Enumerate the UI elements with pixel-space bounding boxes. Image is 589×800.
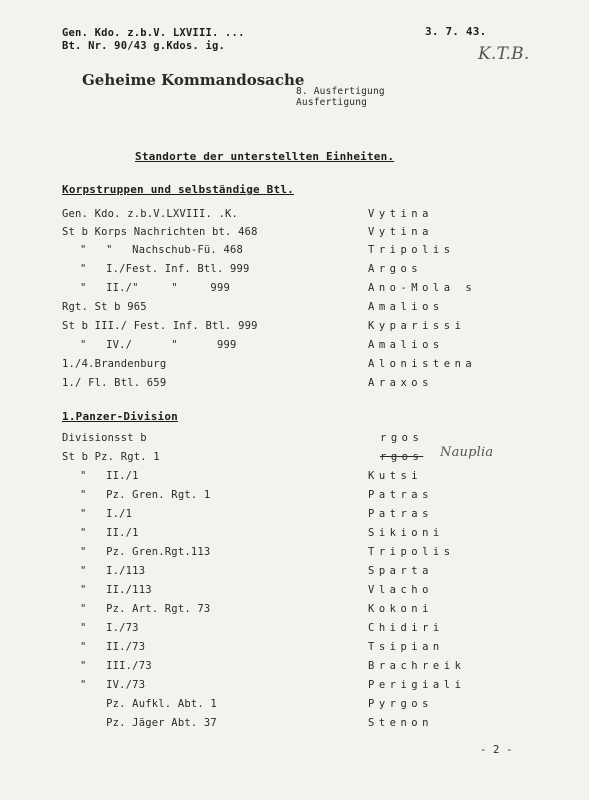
location-label: Vytina	[368, 208, 433, 220]
unit-label: Rgt. St b 965	[62, 301, 147, 313]
unit-label: " I./113	[80, 565, 146, 577]
location-label: Chidiri	[368, 622, 444, 634]
classification-stamp: Geheime Kommandosache	[82, 71, 305, 89]
location-label: rgos	[380, 432, 424, 444]
section-heading-korpstruppen: Korpstruppen und selbständige Btl.	[62, 183, 294, 196]
unit-label: Divisionsst b	[62, 432, 147, 444]
unit-label: St b III./ Fest. Inf. Btl. 999	[62, 320, 258, 332]
unit-label: Gen. Kdo. z.b.V.LXVIII. .K.	[62, 208, 239, 220]
location-label: Tripolis	[368, 244, 455, 256]
location-label: Patras	[368, 508, 433, 520]
page-number: - 2 -	[480, 744, 513, 756]
document-title: Standorte der unterstellten Einheiten.	[135, 150, 395, 163]
unit-label: Pz. Aufkl. Abt. 1	[80, 698, 217, 710]
header-line-2: Bt. Nr. 90/43 g.Kdos. ig.	[62, 40, 226, 52]
copy-note-1: 8. Ausfertigung	[296, 86, 385, 97]
location-label: Kyparissi	[368, 320, 466, 332]
location-label: Araxos	[368, 377, 433, 389]
unit-label: St b Pz. Rgt. 1	[62, 451, 160, 463]
location-label: Pyrgos	[368, 698, 433, 710]
unit-label: " IV./ " 999	[80, 339, 237, 351]
header-line-1: Gen. Kdo. z.b.V. LXVIII. ...	[62, 27, 245, 39]
unit-label: " II./1	[80, 527, 139, 539]
location-label: rgos	[380, 451, 424, 463]
unit-label: " I./Fest. Inf. Btl. 999	[80, 263, 250, 275]
unit-label: " II./" " 999	[80, 282, 230, 294]
location-label: Kutsi	[368, 470, 423, 482]
unit-label: 1./ Fl. Btl. 659	[62, 377, 167, 389]
location-label: Sikioni	[368, 527, 444, 539]
copy-note-2: Ausfertigung	[296, 97, 368, 108]
location-label: Ano-Mola s	[368, 282, 477, 294]
unit-label: " Pz. Gren.Rgt.113	[80, 546, 211, 558]
location-label: Stenon	[368, 717, 433, 729]
unit-label: " Pz. Art. Rgt. 73	[80, 603, 211, 615]
location-label: Argos	[368, 263, 423, 275]
location-label: Tsipian	[368, 641, 444, 653]
location-label: Perigiali	[368, 679, 466, 691]
unit-label: " Pz. Gren. Rgt. 1	[80, 489, 211, 501]
unit-label: St b Korps Nachrichten bt. 468	[62, 226, 258, 238]
section-heading-panzer-division: 1.Panzer-Division	[62, 410, 178, 423]
location-label: Alonistena	[368, 358, 477, 370]
handwritten-mark: K.T.B.	[478, 44, 530, 64]
unit-label: " III./73	[80, 660, 152, 672]
unit-label: 1./4.Brandenburg	[62, 358, 167, 370]
unit-label: " I./1	[80, 508, 133, 520]
location-label: Patras	[368, 489, 433, 501]
unit-label: " I./73	[80, 622, 139, 634]
location-label: Vlacho	[368, 584, 433, 596]
location-label: Amalios	[368, 339, 444, 351]
location-label: Brachreik	[368, 660, 466, 672]
unit-label: " IV./73	[80, 679, 146, 691]
location-label: Sparta	[368, 565, 433, 577]
location-label: Tripolis	[368, 546, 455, 558]
handwritten-correction: Nauplia	[440, 445, 494, 460]
unit-label: Pz. Jäger Abt. 37	[80, 717, 217, 729]
location-label: Amalios	[368, 301, 444, 313]
unit-label: " " Nachschub-Fü. 468	[80, 244, 244, 256]
location-label: Kokoni	[368, 603, 433, 615]
header-date: 3. 7. 43.	[425, 25, 487, 38]
location-label: Vytina	[368, 226, 433, 238]
unit-label: " II./73	[80, 641, 146, 653]
unit-label: " II./113	[80, 584, 152, 596]
unit-label: " II./1	[80, 470, 139, 482]
